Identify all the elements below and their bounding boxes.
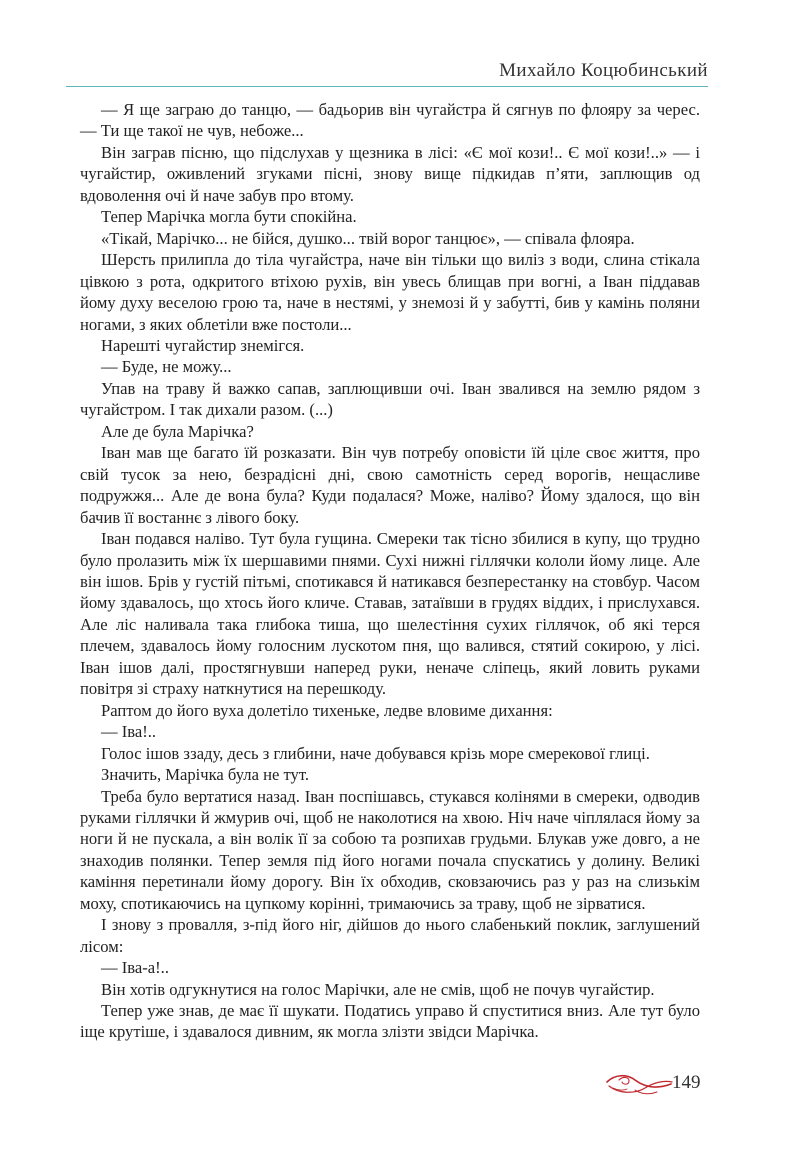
paragraph: Він хотів одгукнутися на голос Марічки, але не смів, щоб не почув чугайстир. (101, 979, 655, 999)
paragraph: — Буде, не можу... (101, 357, 232, 377)
paragraph: І знову з провалля, з-під його ніг, дійшов до нього слабенький поклик, заглушений лісом: (80, 915, 700, 956)
paragraph: Але де була Марічка? (101, 421, 254, 441)
paragraph: Значить, Марічка була не тут. (101, 765, 309, 785)
paragraph: «Тікай, Марічко... не бійся, душко... твій ворог танцює», — співала флояра. (101, 228, 635, 248)
paragraph: Упав на траву й важко сапав, заплющивши очі. Іван звалився на землю рядом з чугайстром. І так дихали разом. (...) (80, 378, 700, 420)
paragraph: Шерсть прилипла до тіла чугайстра, наче він тільки що виліз з води, слина стікала цівкою з рота, одкритого втіхою рухів, він увесь блищав при вогні, а Іван піддавав йому духу веселою грою та, наче в нестямі, у знемозі й у забутті, бив у камінь поляни ногами, з яких облетіли вже постоли... (80, 250, 700, 334)
paragraph: Іван подався наліво. Тут була гущина. Смереки так тісно збилися в купу, що трудно було пролазить між їх шершавими пнями. Сухі нижні гіллячки кололи йому лице. Але він ішов. Брів у густій пітьмі, спотикався й натикався безперестанку на стовбур. Часом йому здавалось, що хтось його кличе. Ставав, затаївши в грудях віддих, і прислухався. Але ліс наливала така глибока тиша, що шелестіння сухих гіллячок, об які терся плечем, здавалось йому голосним лускотом пня, що валився, стятий сокирою, у лісі. Іван ішов далі, простягнувши наперед руки, неначе сліпець, який ловить руками повітря зі страху наткнутися на перешкоду. (80, 529, 700, 699)
text-body (80, 99, 700, 1043)
flourish-icon (605, 1068, 675, 1100)
paragraph: — Іва-а!.. (101, 958, 169, 978)
paragraph: — Я ще заграю до танцю, — бадьорив він чугайстра й сягнув по флояру за черес. — Ти ще такої не чув, небоже... (80, 100, 700, 141)
paragraph: Іван мав ще багато їй розказати. Він чув потребу оповісти їй ціле своє життя, про свій тусок за нею, безрадісні дні, свою самотність серед ворогів, нещасливе подружжя... Але де вона була? Куди подалася? Може, наліво? Йому здалося, що він бачив її востаннє з лівого боку. (80, 443, 700, 527)
paragraph: Голос ішов ззаду, десь з глибини, наче добувався крізь море смерекової глиці. (101, 743, 650, 763)
paragraph: Тепер уже знав, де має її шукати. Податись управо й спуститися вниз. Але тут було іще крутіше, і здавалося дивним, як могла злізти звідси Марічка. (80, 1001, 700, 1042)
paragraph: Він заграв пісню, що підслухав у щезника в лісі: «Є мої кози!.. Є мої кози!..» — і чугайстир, оживлений згуками пісні, знову вище підкидав п’яти, заплющив од вдоволення очі й наче забув про втому. (80, 142, 700, 205)
paragraph: — Іва!.. (101, 722, 157, 742)
paragraph: Треба було вертатися назад. Іван поспішавсь, стукався колінями в смереки, одводив руками гіллячки й жмурив очі, щоб не наколотися на хвою. Ніч наче чіплялася йому за ноги й не пускала, а він волік її за собою та розпихав грудьми. Блукав уже довго, а не знаходив полянки. Тепер земля під його ногами почала спускатись у долину. Великі каміння перетинали йому дорогу. Він їх обходив, сковзаючись раз у раз на слизькім моху, спотикаючись на цупкому корінні, тримаючись за траву, щоб не зірватися. (80, 786, 700, 913)
paragraph: Нарешті чугайстир знемігся. (101, 335, 305, 355)
header-author: Михайло Коцюбинський (499, 60, 708, 81)
paragraph: Раптом до його вуха долетіло тихеньке, ледве вловиме дихання: (101, 700, 553, 720)
paragraph: Тепер Марічка могла бути спокійна. (101, 207, 357, 227)
header-rule (66, 86, 708, 87)
page-number: 149 (672, 1072, 701, 1093)
